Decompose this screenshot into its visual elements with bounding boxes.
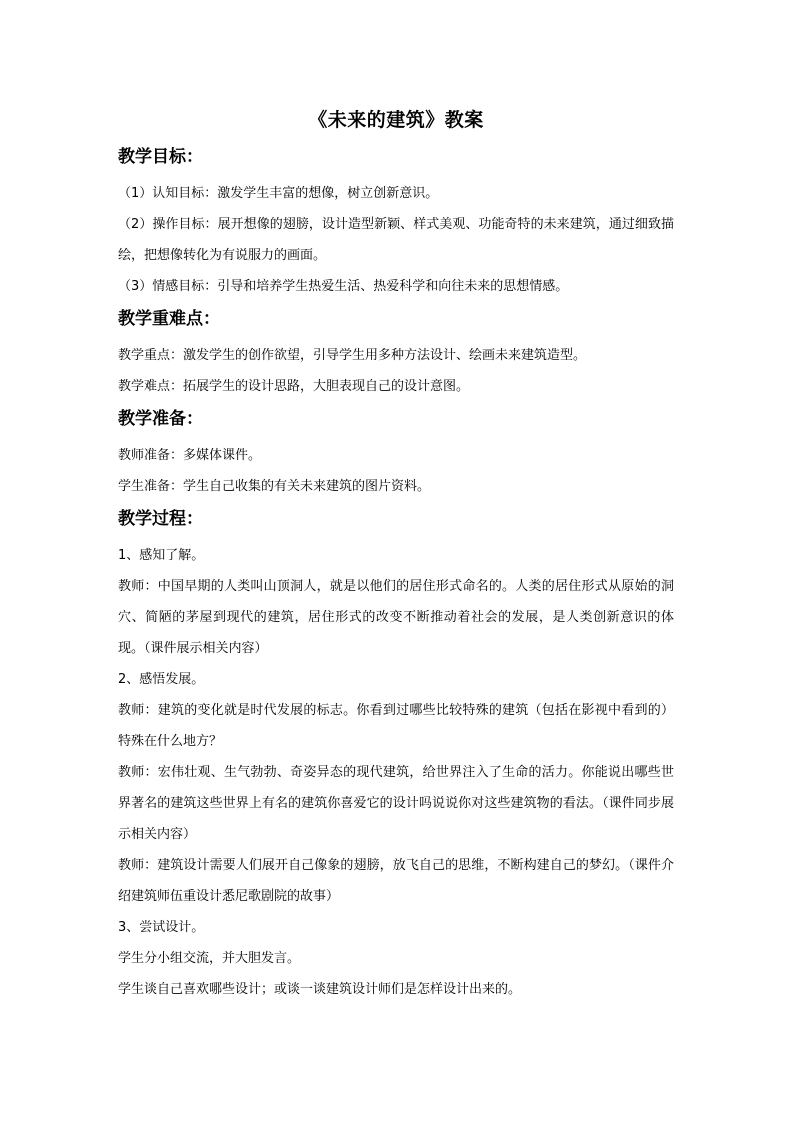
section-heading: 教学过程： <box>118 509 203 529</box>
paragraph: 教学难点：拓展学生的设计思路，大胆表现自己的设计意图。 <box>118 379 470 394</box>
paragraph: （1）认知目标：激发学生丰富的想像，树立创新意识。 <box>118 186 439 201</box>
section-objectives <box>118 146 674 302</box>
section-preparation <box>118 408 674 502</box>
paragraph: 2、感悟发展。 <box>118 672 205 687</box>
paragraph: 教师准备：多媒体课件。 <box>118 448 262 463</box>
section-heading: 教学目标： <box>118 147 203 167</box>
paragraph: （3）情感目标：引导和培养学生热爱生活、热爱科学和向往未来的思想情感。 <box>118 279 569 294</box>
paragraph: 教师：建筑的变化就是时代发展的标志。你看到过哪些比较特殊的建筑（包括在影视中看到的）特殊在什么地方？ <box>118 703 674 749</box>
paragraph: 教师：建筑设计需要人们展开自己像象的翅膀，放飞自己的思维，不断构建自己的梦幻。（课件介绍建筑师伍重设计悉尼歌剧院的故事） <box>118 858 674 904</box>
paragraph: 学生准备：学生自己收集的有关未来建筑的图片资料。 <box>118 479 431 494</box>
section-heading: 教学重难点： <box>118 309 220 329</box>
paragraph: 教学重点：激发学生的创作欲望，引导学生用多种方法设计、绘画未来建筑造型。 <box>118 348 587 363</box>
paragraph: 3、尝试设计。 <box>118 920 205 935</box>
section-process <box>118 508 674 1005</box>
paragraph: 学生分小组交流，并大胆发言。 <box>118 951 301 966</box>
page-title: 《未来的建筑》教案 <box>308 109 484 131</box>
paragraph: 教师：中国早期的人类叫山顶洞人，就是以他们的居住形式命名的。人类的居住形式从原始的洞穴、简陋的茅屋到现代的建筑，居住形式的改变不断推动着社会的发展，是人类创新意识的体现。（课件展示相关内容） <box>118 579 674 656</box>
paragraph: 1、感知了解。 <box>118 548 205 563</box>
section-key-points <box>118 308 674 402</box>
section-heading: 教学准备： <box>118 409 203 429</box>
paragraph: （2）操作目标：展开想像的翅膀，设计造型新颖、样式美观、功能奇特的未来建筑，通过细致描绘，把想像转化为有说服力的画面。 <box>118 217 674 263</box>
paragraph: 教师：宏伟壮观、生气勃勃、奇姿异态的现代建筑，给世界注入了生命的活力。你能说出哪些世界著名的建筑这些世界上有名的建筑你喜爱它的设计吗说说你对这些建筑物的看法。（课件同步展示相关内容） <box>118 765 674 842</box>
paragraph: 学生谈自己喜欢哪些设计；或谈一谈建筑设计师们是怎样设计出来的。 <box>118 982 522 997</box>
